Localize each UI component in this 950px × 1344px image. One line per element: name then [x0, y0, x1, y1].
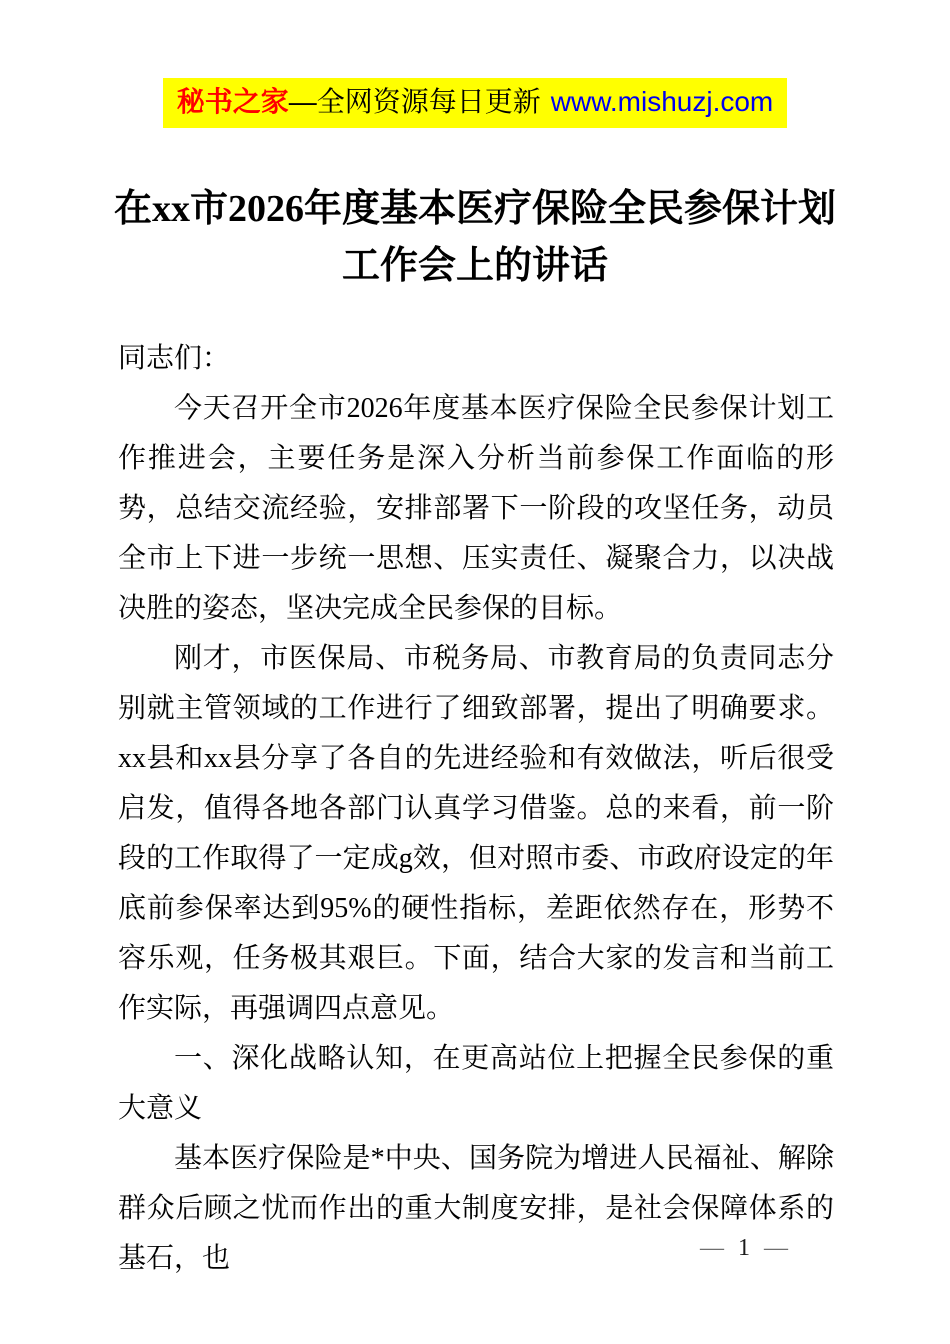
- site-name-text: 秘书之家: [176, 86, 289, 117]
- banner-tagline: —全网资源每日更新: [288, 86, 541, 117]
- footer-dash-left: —: [700, 1235, 724, 1261]
- paragraph-intro: 今天召开全市2026年度基本医疗保险全民参保计划工作推进会，主要任务是深入分析当前参保工作面临的形势，总结交流经验，安排部署下一阶段的攻坚任务，动员全市上下进一步统一思想、压实责任、凝聚合力，以决战决胜的姿态，坚决完成全民参保的目标。: [118, 393, 834, 624]
- title-line-1: 在xx市2026年度基本医疗保险全民参保计划: [113, 188, 836, 230]
- paragraph-salutation: 同志们：: [118, 343, 231, 374]
- paragraph-section-body: 基本医疗保险是*中央、国务院为增进人民福祉、解除群众后顾之忧而作出的重大制度安排，是社会保障体系的基石，也: [118, 1143, 834, 1274]
- page-footer: [700, 1233, 788, 1263]
- page-number: 1: [738, 1235, 750, 1261]
- document-body: [118, 334, 834, 1284]
- section-heading-one: 一、深化战略认知，在更高站位上把握全民参保的重大意义: [118, 1043, 834, 1124]
- paragraph-review: 刚才，市医保局、市税务局、市教育局的负责同志分别就主管领域的工作进行了细致部署，提出了明确要求。xx县和xx县分享了各自的先进经验和有效做法，听后很受启发，值得各地各部门认真学习借鉴。总的来看，前一阶段的工作取得了一定成g效，但对照市委、市政府设定的年底前参保率达到95%的硬性指标，差距依然存在，形势不容乐观，任务极其艰巨。下面，结合大家的发言和当前工作实际，再强调四点意见。: [118, 643, 834, 1024]
- header-banner: [0, 0, 950, 128]
- title-line-2: 工作会上的讲话: [341, 245, 608, 287]
- footer-dash-right: —: [764, 1235, 788, 1261]
- site-url-link[interactable]: www.mishuzj.com: [550, 86, 774, 117]
- document-title: [0, 181, 950, 295]
- banner-highlight: [163, 78, 788, 128]
